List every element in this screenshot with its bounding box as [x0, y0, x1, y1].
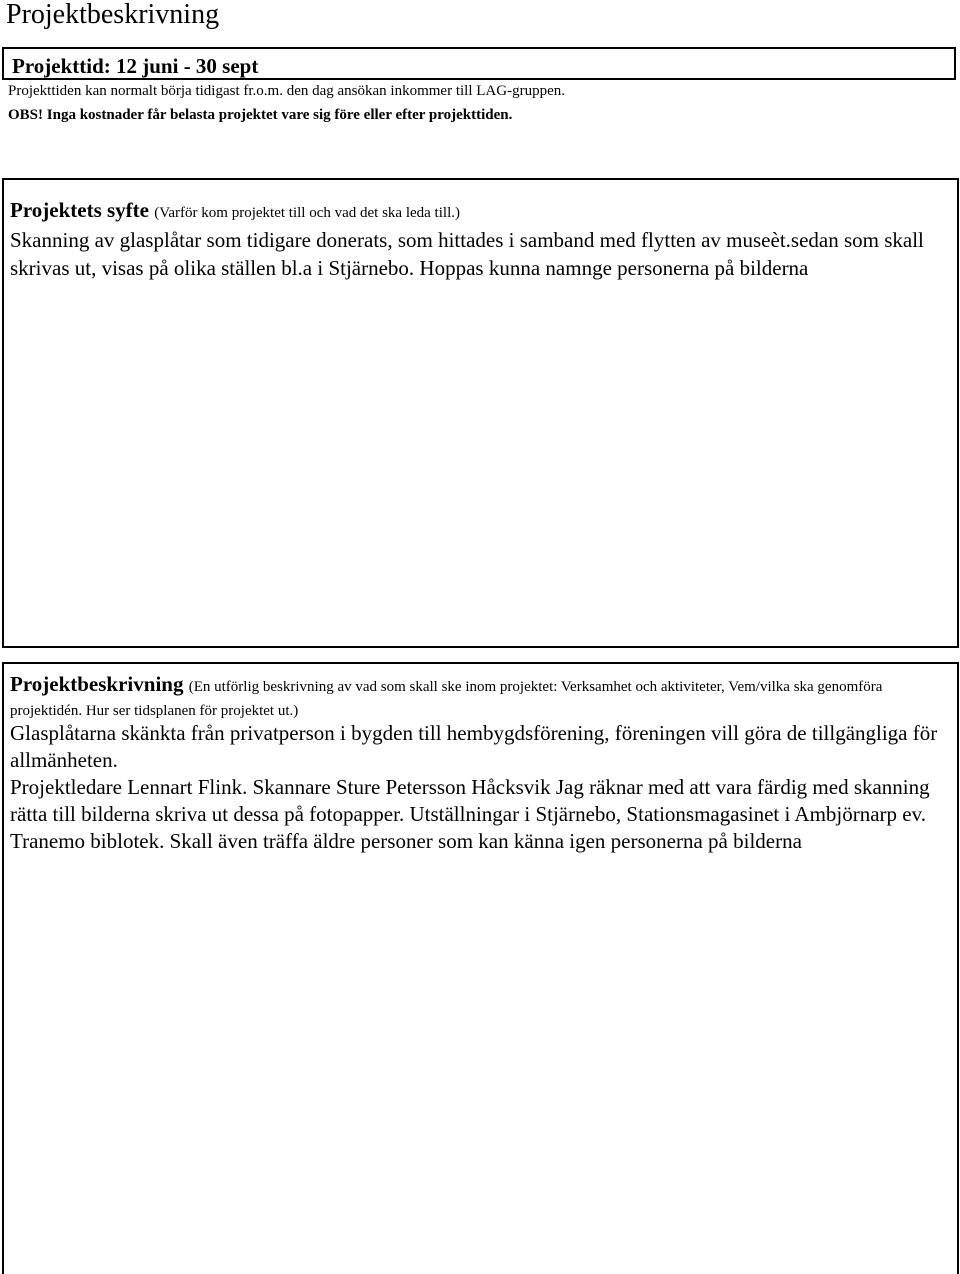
purpose-heading-label: Projektets syfte	[10, 198, 149, 222]
purpose-heading-hint: (Varför kom projektet till och vad det ska leda till.)	[154, 205, 460, 221]
description-heading-label: Projektbeskrivning	[10, 672, 184, 696]
project-purpose-text: Skanning av glasplåtar som tidigare donerats, som hittades i samband med flytten av museèt.sedan som skall skrivas ut, visas på olika ställen bl.a i Stjärnebo. Hoppas kunna namnge personerna på bilderna	[10, 228, 924, 280]
project-description-text	[10, 720, 940, 855]
description-paragraph: Glasplåtarna skänkta från privatperson i bygden till hembygdsförening, föreningen vill göra de tillgängliga för allmänheten.	[10, 721, 938, 772]
project-description-heading	[10, 674, 940, 722]
project-period-warning: OBS! Inga kostnader får belasta projektet vare sig före eller efter projekttiden.	[8, 107, 513, 123]
description-heading-hint: (En utförlig beskrivning av vad som skall ske inom projektet: Verksamhet och aktiviteter, Vem/vilka ska genomföra projektidén. Hur ser tidsplanen för projektet ut.)	[10, 679, 883, 719]
project-purpose-heading	[10, 196, 460, 227]
project-period-box	[2, 47, 956, 80]
description-paragraph: Projektledare Lennart Flink. Skannare Sture Petersson Håcksvik Jag räknar med att vara färdig med skanning rätta till bilderna skriva ut dessa på fotopapper. Utställningar i Stjärnebo, Stationsmagasinet i Ambjörnarp ev. Tranemo biblotek. Skall även träffa äldre personer som kan känna igen personerna på bilderna	[10, 775, 930, 853]
project-period-heading: Projekttid: 12 juni - 30 sept	[12, 54, 259, 78]
project-description-section	[2, 662, 959, 1274]
page-title: Projektbeskrivning	[6, 0, 220, 30]
project-period-note: Projekttiden kan normalt börja tidigast fr.o.m. den dag ansökan inkommer till LAG-gruppen.	[8, 83, 565, 99]
project-purpose-section	[2, 178, 959, 648]
